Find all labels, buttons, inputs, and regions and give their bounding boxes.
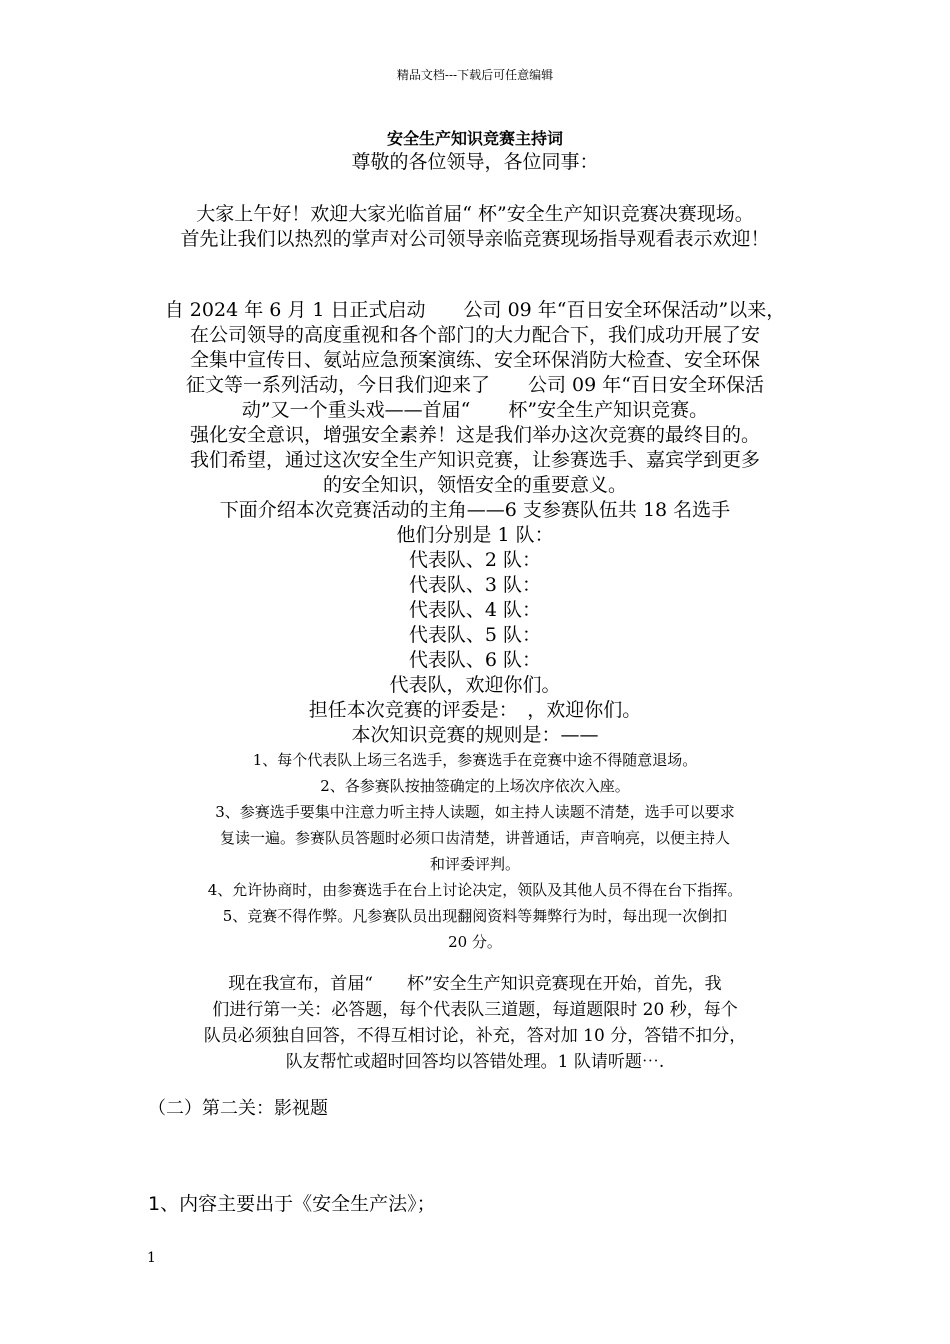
intro-line: 下面介绍本次竞赛活动的主角——6 支参赛队伍共 18 名选手 [219, 499, 731, 521]
document-title: 安全生产知识竞赛主持词 [386, 129, 563, 148]
greeting: 尊敬的各位领导，各位同事： [351, 151, 599, 173]
welcome-line: 首先让我们以热烈的掌声对公司领导亲临竞赛现场指导观看表示欢迎！ [180, 228, 770, 250]
section-heading: （二）第二关：影视题 [148, 1098, 328, 1119]
rule-line: 复读一遍。参赛队员答题时必须口齿清楚，讲普通话，声音响亮，以便主持人 [219, 829, 730, 847]
page-number: 1 [147, 1250, 156, 1266]
intro-line: 代表队、3 队： [408, 574, 542, 596]
list-item: 1、内容主要出于《安全生产法》； [148, 1193, 436, 1215]
rules-list [0, 747, 950, 955]
rule-line: 3、参赛选手要集中注意力听主持人读题，如主持人读题不清楚，选手可以要求 [215, 803, 735, 821]
welcome-line: 大家上午好！欢迎大家光临首届“ 杯”安全生产知识竞赛决赛现场。 [196, 203, 754, 225]
intro-line: 他们分别是 1 队： [396, 524, 554, 546]
announce-line: 们进行第一关：必答题，每个代表队三道题，每道题限时 20 秒，每个 [212, 1000, 738, 1020]
announce-paragraph [0, 971, 950, 1075]
intro-line: 强化安全意识，增强安全素养！这是我们举办这次竞赛的最终目的。 [189, 424, 760, 446]
intro-line: 在公司领导的高度重视和各个部门的大力配合下，我们成功开展了安 [189, 324, 760, 346]
page-header: 精品文档---下载后可任意编辑 [396, 68, 554, 82]
intro-line: 代表队、4 队： [408, 599, 542, 621]
welcome-paragraph [0, 202, 950, 252]
intro-line: 代表队、6 队： [408, 649, 542, 671]
intro-line: 代表队，欢迎你们。 [389, 674, 561, 696]
intro-line: 全集中宣传日、氨站应急预案演练、安全环保消防大检查、安全环保 [189, 349, 760, 371]
announce-line: 队员必须独自回答，不得互相讨论，补充，答对加 10 分，答错不扣分， [203, 1026, 747, 1046]
announce-line: 现在我宣布，首届“ 杯”安全生产知识竞赛现在开始，首先，我 [228, 974, 722, 994]
rule-line: 和评委评判。 [429, 855, 520, 873]
intro-line: 担任本次竞赛的评委是： ，欢迎你们。 [308, 699, 642, 721]
intro-line: 自 2024 年 6 月 1 日正式启动 公司 09 年“百日安全环保活动”以来， [164, 299, 786, 321]
rule-line: 2、各参赛队按抽签确定的上场次序依次入座。 [320, 777, 630, 795]
rule-line: 4、允许协商时，由参赛选手在台上讨论决定，领队及其他人员不得在台下指挥。 [207, 881, 743, 899]
rule-line: 5、竞赛不得作弊。凡参赛队员出现翻阅资料等舞弊行为时，每出现一次倒扣 [222, 907, 728, 925]
rule-line: 1、每个代表队上场三名选手，参赛选手在竞赛中途不得随意退场。 [252, 751, 698, 769]
intro-line: 征文等一系列活动，今日我们迎来了 公司 09 年“百日安全环保活 [186, 374, 764, 396]
intro-line: 本次知识竞赛的规则是：—— [351, 724, 599, 746]
rule-line: 20 分。 [448, 933, 502, 951]
intro-line: 代表队、5 队： [408, 624, 542, 646]
intro-line: 动”又一个重头戏——首届“ 杯”安全生产知识竞赛。 [241, 399, 709, 421]
intro-line: 我们希望，通过这次安全生产知识竞赛，让参赛选手、嘉宾学到更多 [189, 449, 760, 471]
intro-line: 代表队、2 队： [408, 549, 542, 571]
announce-line: 队友帮忙或超时回答均以答错处理。1 队请听题⋯. [285, 1052, 665, 1072]
intro-line: 的安全知识，领悟安全的重要意义。 [322, 474, 627, 496]
intro-paragraph [0, 298, 950, 748]
